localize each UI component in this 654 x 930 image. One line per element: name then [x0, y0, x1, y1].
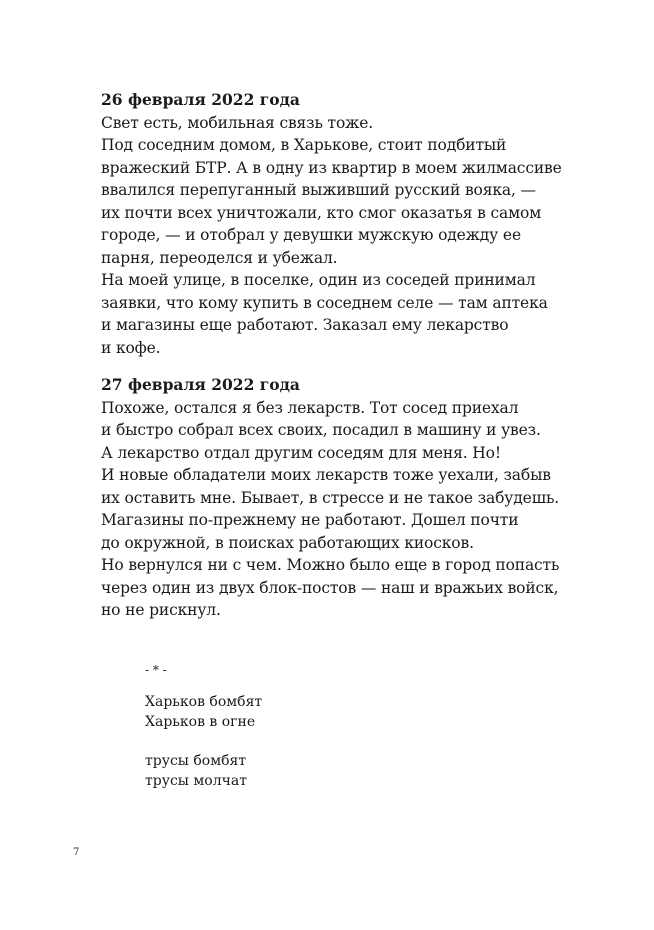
- entry-line: ввалился перепуганный выживший русский вояка, —: [101, 181, 536, 199]
- entry-line: парня, переоделся и убежал.: [101, 248, 338, 267]
- entry-line: до окружной, в поисках работающих киосков.: [101, 533, 474, 552]
- poem-line: трусы бомбят: [145, 753, 247, 769]
- diary-entry-feb-27: [101, 374, 601, 622]
- entry-line: Свет есть, мобильная связь тоже.: [101, 113, 374, 132]
- entry-line: заявки, что кому купить в соседнем селе — там аптека: [101, 293, 548, 312]
- poem: [145, 662, 445, 791]
- stanza-gap: [145, 732, 445, 751]
- entry-line: Магазины по-прежнему не работают. Дошел почти: [101, 511, 519, 529]
- poem-separator-mark: - * -: [145, 663, 167, 677]
- entry-line: но не рискнул.: [101, 601, 221, 619]
- entry-line: их оставить мне. Бывает, в стрессе и не такое забудешь.: [101, 488, 560, 507]
- entry-line: Под соседним домом, в Харькове, стоит подбитый: [101, 136, 507, 154]
- entry-date: 26 февраля 2022 года: [101, 90, 300, 109]
- poem-line: трусы молчат: [145, 773, 247, 789]
- entry-line: и быстро собрал всех своих, посадил в машину и увез.: [101, 421, 541, 439]
- diary-entry-feb-26: [101, 89, 601, 359]
- entry-date: 27 февраля 2022 года: [101, 375, 300, 394]
- entry-line: их почти всех уничтожали, кто смог оказатья в самом: [101, 203, 542, 222]
- entry-line: И новые обладатели моих лекарств тоже уехали, забыв: [101, 466, 551, 484]
- entry-line: Но вернулся ни с чем. Можно было еще в город попасть: [101, 556, 560, 574]
- entry-line: городе, — и отобрал у девушки мужскую одежду ее: [101, 226, 521, 244]
- page-number: 7: [73, 847, 80, 858]
- entry-line: На моей улице, в поселке, один из соседей принимал: [101, 271, 536, 289]
- entry-line: через один из двух блок-постов — наш и вражьих войск,: [101, 578, 559, 597]
- entry-line: и кофе.: [101, 338, 161, 357]
- entry-line: А лекарство отдал другим соседям для меня. Но!: [101, 443, 501, 462]
- entry-line: вражеский БТР. А в одну из квартир в моем жилмассиве: [101, 158, 562, 177]
- entry-line: и магазины еще работают. Заказал ему лекарство: [101, 316, 509, 334]
- entry-line: Похоже, остался я без лекарств. Тот сосед приехал: [101, 398, 519, 417]
- poem-line: Харьков бомбят: [145, 694, 263, 710]
- poem-line: Харьков в огне: [145, 714, 256, 730]
